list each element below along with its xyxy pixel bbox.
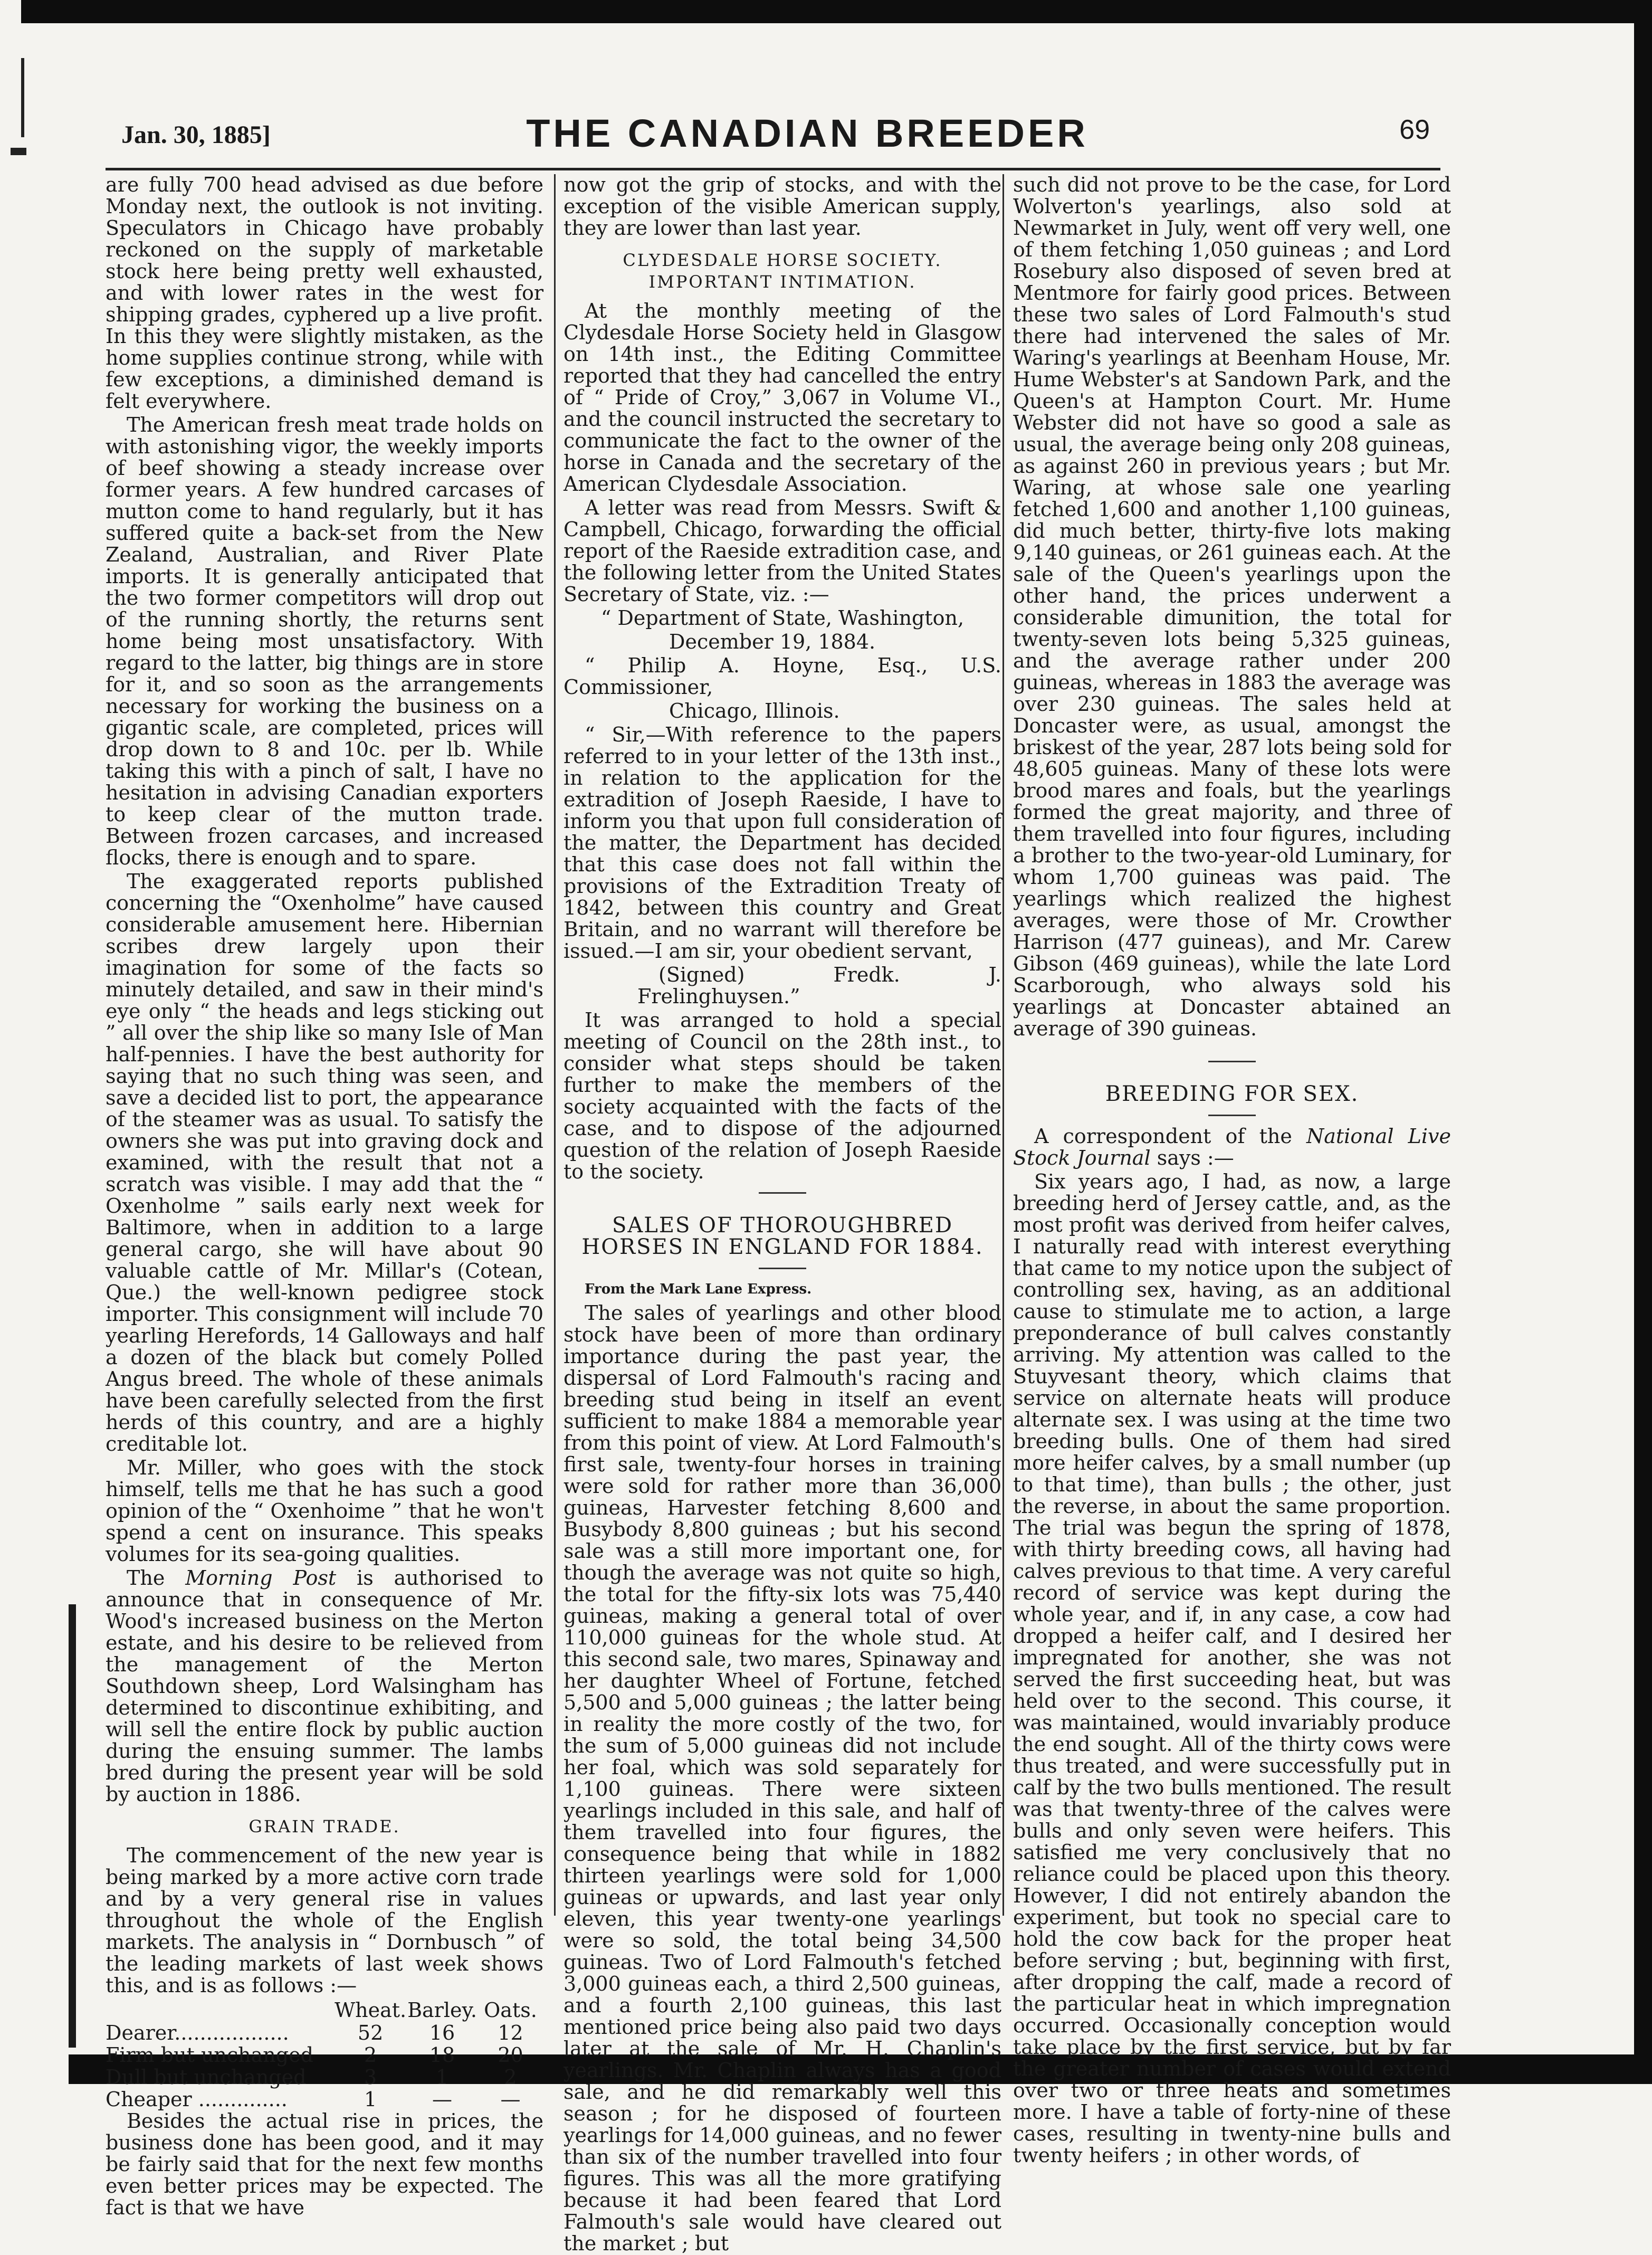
table-row bbox=[106, 2066, 543, 2088]
row-label: Dull but unchanged bbox=[106, 2066, 307, 2089]
cell: 12 bbox=[498, 2021, 523, 2044]
paragraph: The exaggerated reports published concerning the “Oxenholme” have caused considerable amusement here. Hibernian scribes drew largely upon their imagination for some of the facts so minutely detailed, and saw in their mind's eye only “ the heads and legs sticking out ” all over the ship like so many Isle of Man half-pennies. I have the best authority for saying that no such thing was seen, and save a decided list to port, the appearance of the steamer was as usual. To satisfy the owners she was put into graving dock and examined, with the result that not a scratch was visible. I may add that the “ Oxenholme ” sails early next week for Baltimore, when in addition to a large general cargo, she will have about 90 valuable cattle of Mr. Millar's (Cotean, Que.) the well-known pedigree stock importer. This consignment will include 70 yearling Herefords, 14 Galloways and half a dozen of the black but comely Polled Angus breed. The whole of these animals have been carefully selected from the first herds of this country, and are a highly creditable lot. bbox=[106, 870, 543, 1455]
publication-name: Morning Post bbox=[185, 1566, 337, 1590]
cell: 20 bbox=[498, 2043, 523, 2067]
column-3 bbox=[1013, 173, 1451, 2167]
masthead-rule bbox=[106, 168, 1440, 170]
table-row bbox=[106, 2088, 543, 2110]
paragraph: It was arranged to hold a special meeting of Council on the 28th inst., to consider what steps should be taken further to make the members of the society acquainted with the facts of the case, and to dispose of the adjourned question of the relation of Joseph Raeside to the society. bbox=[564, 1008, 1001, 1183]
column-1 bbox=[106, 173, 543, 2219]
paragraph: The American fresh meat trade holds on with astonishing vigor, the weekly imports of beef showing a steady increase over former years. A few hundred carcases of mutton come to hand regularly, but it has suffered quite a back-set from the New Zealand, Australian, and River Plate imports. It is generally anticipated that the two former competitors will drop out of the running shortly, the returns sent home being most unsatisfactory. With regard to the latter, big things are in store for it, and so soon as the arrangements necessary for working the business on a gigantic scale, are completed, prices will drop down to 8 and 10c. per lb. While taking this with a pinch of salt, I have no hesitation in advising Canadian exporters to keep clear of the mutton trade. Between frozen carcases, and increased flocks, there is enough and to spare. bbox=[106, 413, 543, 869]
letter-body: “ Sir,—With reference to the papers referred to in your letter of the 13th inst., in relation to the application for the extradition of Joseph Raeside, I have to inform you that upon full consideration of the matter, the Department has decided that this case does not fall within the provisions of the Extradition Treaty of 1842, between this country and Great Britain, and no warrant will therefore be issued.—I am sir, your obedient servant, bbox=[564, 723, 1001, 963]
cell: 3 bbox=[364, 2066, 377, 2089]
publication-name: National Live Stock Journal bbox=[1013, 1125, 1451, 1169]
table-row bbox=[106, 2022, 543, 2044]
section-rule bbox=[759, 1268, 806, 1269]
cell: — bbox=[432, 2088, 453, 2111]
paragraph: are fully 700 head advised as due before Monday next, the outlook is not inviting. Speculators in Chicago have probably reckoned on the supply of marketable stock here being pretty well exhausted, and with lower rates in the west for shipping grades, cyphered up a live profit. In this they were slightly mistaken, as the home supplies continue strong, while with few exceptions, a diminished demand is felt everywhere. bbox=[106, 173, 543, 413]
letter-addressee: “ Philip A. Hoyne, Esq., U.S. Commissioner, bbox=[564, 654, 1001, 699]
section-rule bbox=[1208, 1061, 1256, 1062]
paragraph: The Morning Post is authorised to announce that in consequence of Mr. Wood's increased business on the Merton estate, and his desire to be relieved from the management of the Merton Southdown sheep, Lord Walsingham has determined to discontinue exhibiting, and will sell the entire flock by public auction during the ensuing summer. The lambs bred during the present year will be sold by auction in 1886. bbox=[106, 1566, 543, 1806]
section-heading: BREEDING FOR SEX. bbox=[1105, 1082, 1359, 1106]
grain-table bbox=[106, 1999, 543, 2110]
newspaper-title: THE CANADIAN BREEDER bbox=[526, 111, 1088, 155]
column-rule bbox=[554, 174, 556, 1916]
cell: 2 bbox=[504, 2066, 517, 2089]
table-row bbox=[106, 2044, 543, 2066]
page-number: 69 bbox=[1399, 115, 1430, 145]
letter-city: Chicago, Illinois. bbox=[669, 699, 840, 722]
section-heading: CLYDESDALE HORSE SOCIETY. IMPORTANT INTIMATION. bbox=[623, 250, 942, 292]
source-line: From the Mark Lane Express. bbox=[585, 1281, 812, 1297]
table-header bbox=[106, 1999, 543, 2022]
scan-mark bbox=[21, 58, 24, 137]
paragraph: Mr. Miller, who goes with the stock himself, tells me that he has such a good opinion of the “ Oxenhoime ” that he won't spend a cent on insurance. This speaks volumes for its sea-going qualities. bbox=[106, 1456, 543, 1566]
paragraph: The sales of yearlings and other blood stock have been of more than ordinary importance during the past year, the dispersal of Lord Falmouth's racing and breeding stud being in itself an event sufficient to make 1884 a memorable year from this point of view. At Lord Falmouth's first sale, twenty-four horses in training were sold for rather more than 36,000 guineas, Harvester fetching 8,600 and Busybody 8,800 guineas ; but his second sale was a still more important one, for though the average was not quite so high, the total for the fifty-six lots was 75,440 guineas, making a general total of over 110,000 guineas for the whole stud. At this second sale, two mares, Spinaway and her daughter Wheel of Fortune, fetched 5,500 and 5,000 guineas ; the latter being in reality the more costly of the two, for the sum of 5,000 guineas did not include her foal, which was sold separately for 1,100 guineas. There were sixteen yearlings included in this sale, and half of them travelled into four figures, the consequence being that while in 1882 thirteen yearlings were sold for 1,000 guineas or upwards, and last year only eleven, this year twenty-one yearlings were so sold, the total being 34,500 guineas. Two of Lord Falmouth's fetched 3,000 guineas each, a third 2,500 guineas, and a fourth 2,100 guineas, this last mentioned price being also paid two days later at the sale of Mr. H. Chaplin's yearlings. Mr. Chaplin always has a good sale, and he did remarkably well this season ; for he disposed of fourteen yearlings for 14,000 guineas, and no fewer than six of the number travelled into four figures. This was all the more gratifying because it had been feared that Lord Falmouth's sale would have cleared out the market ; but bbox=[564, 1301, 1001, 2255]
column-header: Wheat. bbox=[335, 1999, 407, 2022]
column-header: Barley. bbox=[407, 1999, 477, 2022]
letter-signature: (Signed) Fredk. J. Frelinghuysen.” bbox=[637, 963, 1001, 1008]
scan-border-right bbox=[1634, 0, 1652, 2084]
masthead bbox=[121, 111, 1430, 158]
cell: 18 bbox=[429, 2043, 455, 2067]
cell: 2 bbox=[364, 2043, 377, 2067]
paragraph: Besides the actual rise in prices, the business done has been good, and it may be fairly said that for the next few months even better prices may be expected. The fact is that we have bbox=[106, 2109, 543, 2219]
scan-border-top bbox=[21, 0, 1652, 23]
row-label: Cheaper .............. bbox=[106, 2088, 288, 2111]
column-header: Oats. bbox=[484, 1999, 537, 2022]
row-label: Firm but unchanged bbox=[106, 2043, 313, 2067]
section-rule bbox=[1208, 1115, 1256, 1116]
paragraph: now got the grip of stocks, and with the exception of the visible American supply, they are lower than last year. bbox=[564, 173, 1001, 240]
column-rule bbox=[1002, 174, 1004, 1916]
cell: — bbox=[500, 2088, 521, 2111]
issue-date: Jan. 30, 1885] bbox=[121, 121, 271, 149]
letter-dateline: “ Department of State, Washington, bbox=[600, 606, 965, 630]
cell: 1 bbox=[364, 2088, 377, 2111]
section-rule bbox=[759, 1192, 806, 1194]
letter-date: December 19, 1884. bbox=[669, 630, 876, 653]
section-heading: SALES OF THOROUGHBRED HORSES IN ENGLAND FOR 1884. bbox=[581, 1213, 983, 1259]
paragraph: The commencement of the new year is being marked by a more active corn trade and by a very general rise in values throughout the whole of the English markets. The analysis in “ Dornbusch ” of the leading markets of last week shows this, and is as follows :— bbox=[106, 1844, 543, 1997]
row-label: Dearer.................. bbox=[106, 2021, 289, 2044]
paragraph: A correspondent of the National Live Stock Journal says :— bbox=[1013, 1125, 1451, 1169]
paragraph: A letter was read from Messrs. Swift & Campbell, Chicago, forwarding the official report of the Raeside extradition case, and the following letter from the United States Secretary of State, viz. :— bbox=[564, 496, 1001, 606]
cell: 16 bbox=[429, 2021, 455, 2044]
paragraph: At the monthly meeting of the Clydesdale Horse Society held in Glasgow on 14th inst., the Editing Committee reported that they had cancelled the entry of “ Pride of Croy,” 3,067 in Volume VI., and the council instructed the secretary to communicate the fact to the owner of the horse in Canada and the secretary of the American Clydesdale Association. bbox=[564, 299, 1001, 496]
paragraph: Six years ago, I had, as now, a large breeding herd of Jersey cattle, and, as the most profit was derived from heifer calves, I naturally read with interest everything that came to my notice upon the subject of controlling sex, having, as an additional cause to stimulate me to action, a large preponderance of bull calves constantly arriving. My attention was called to the Stuyvesant theory, which claims that service on alternate heats will produce alternate sex. I was using at the time two breeding bulls. One of them had sired more heifer calves, by a small number (up to that time), than bulls ; the other, just the reverse, in about the same proportion. The trial was begun the spring of 1878, with thirty breeding cows, all having had calves previous to that time. A very careful record of service was kept during the whole year, and if, in any case, a cow had dropped a heifer calf, and I desired her impregnated for another, she was not served the first succeeding heat, but was held over to the second. This course, it was maintained, would invariably produce the end sought. All of the thirty cows were thus treated, and were successfully put in calf by the two bulls mentioned. The result was that twenty-three of the calves were bulls and only seven were heifers. This satisfied me very conclusively that no reliance could be placed upon this theory. However, I did not entirely abandon the experiment, but took no special care to hold the cow back for the proper heat before serving ; but, beginning with first, after dropping the calf, made a record of the particular heat in which impregnation occurred. Occasionally conception would take place by the first service, but by far the greater number of cases would extend over two or three heats and sometimes more. I have a table of forty-nine of these cases, resulting in twenty-nine bulls and twenty heifers ; in other words, of bbox=[1013, 1170, 1451, 2167]
scan-mark bbox=[11, 148, 26, 155]
scan-border-left bbox=[69, 1604, 76, 2048]
cell: 52 bbox=[357, 2021, 384, 2044]
paragraph: such did not prove to be the case, for Lord Wolverton's yearlings, also sold at Newmarket in July, went off very well, one of them fetching 1,050 guineas ; and Lord Rosebury also disposed of seven bred at Mentmore for fairly good prices. Between these two sales of Lord Falmouth's stud there had intervened the sales of Mr. Waring's yearlings at Beenham House, Mr. Hume Webster's at Sandown Park, and the Queen's at Hampton Court. Mr. Hume Webster did not have so good a sale as usual, the average being only 208 guineas, as against 260 in previous years ; but Mr. Waring, at whose sale one yearling fetched 1,600 and another 1,100 guineas, did much better, thirty-five lots making 9,140 guineas, or 261 guineas each. At the sale of the Queen's yearlings upon the other hand, the prices underwent a considerable dimunition, the total for twenty-seven lots being 5,325 guineas, and the average rather under 200 guineas, whereas in 1883 the average was over 230 guineas. The sales held at Doncaster were, as usual, amongst the briskest of the year, 287 lots being sold for 48,605 guineas. Many of these lots were brood mares and foals, but the yearlings formed the great majority, and three of them travelled into four figures, including a brother to the two-year-old Luminary, for whom 1,700 guineas was paid. The yearlings which realized the highest averages, were those of Mr. Crowther Harrison (477 guineas), and Mr. Carew Gibson (469 guineas), while the late Lord Scarborough, who always sold his yearlings at Doncaster abtained an average of 390 guineas. bbox=[1013, 173, 1451, 1040]
section-heading: GRAIN TRADE. bbox=[249, 1816, 400, 1837]
column-2 bbox=[564, 173, 1001, 2255]
cell: 1 bbox=[435, 2066, 449, 2089]
